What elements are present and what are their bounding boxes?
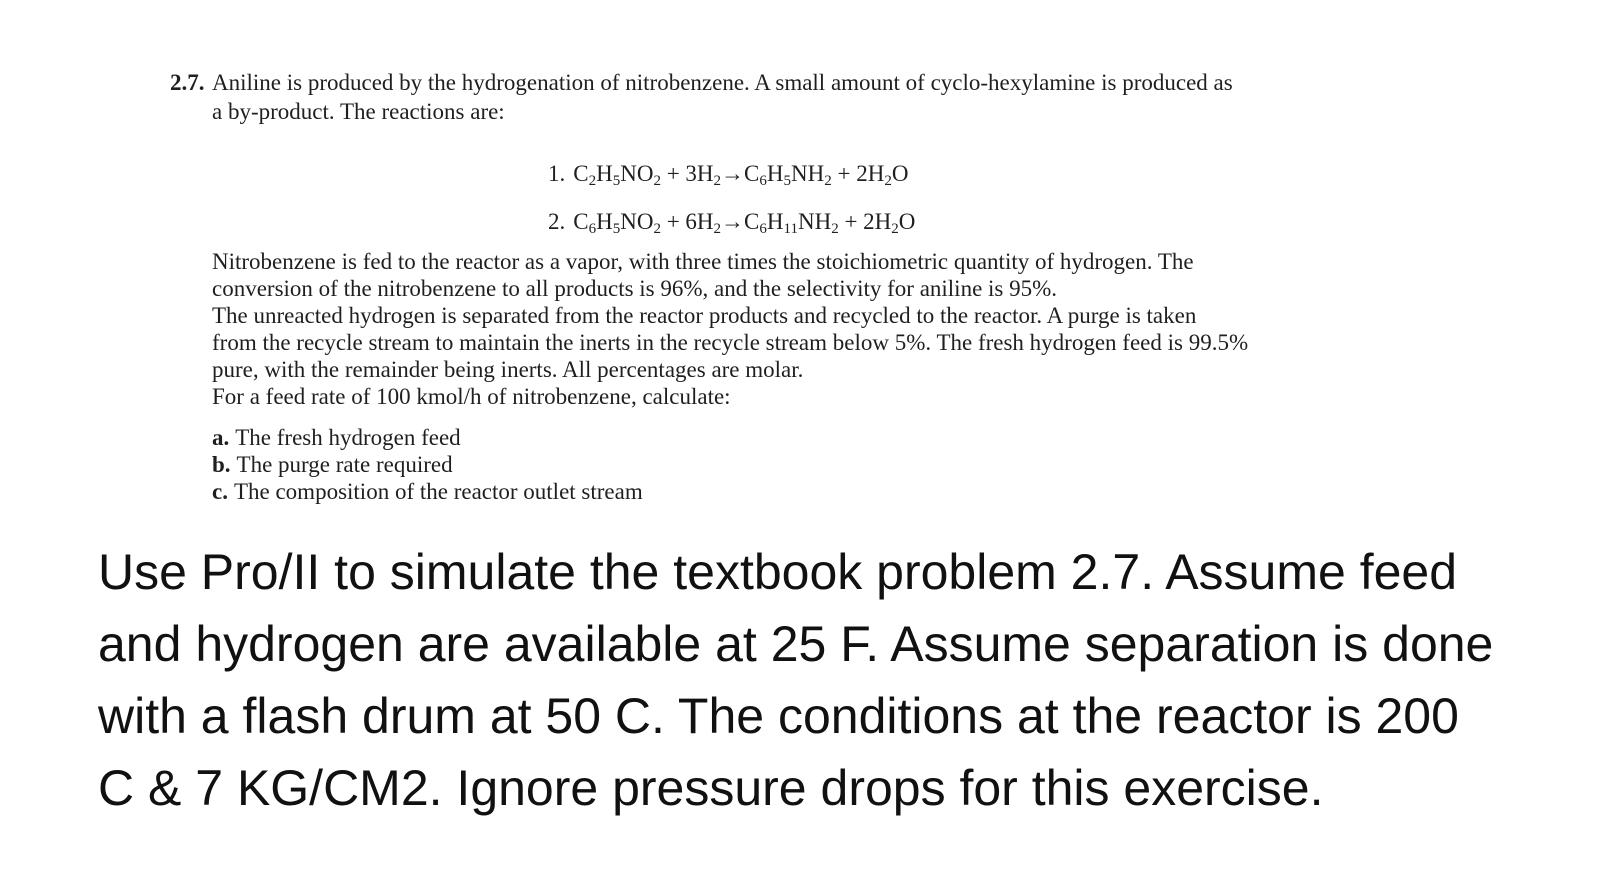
question-item-a <box>212 424 643 451</box>
paragraph-line: from the recycle stream to maintain the inerts in the recycle stream below 5%. The fresh hydrogen feed is 99.5% <box>212 330 1249 355</box>
instruction-line: C & 7 KG/CM2. Ignore pressure drops for this exercise. <box>98 760 1324 816</box>
formula-part: →C <box>721 161 760 186</box>
formula-part: NH <box>791 161 825 186</box>
problem-intro-line-1 <box>170 68 1370 97</box>
reaction-2 <box>548 198 915 246</box>
subscript: 11 <box>783 221 798 237</box>
formula-part: H <box>766 161 784 186</box>
subscript: 5 <box>612 173 621 189</box>
item-letter: b. <box>212 452 231 477</box>
paragraph-line: conversion of the nitrobenzene to all products is 96%, and the selectivity for aniline is 95%. <box>212 276 1058 301</box>
subscript: 5 <box>612 221 621 237</box>
subscript: 6 <box>759 173 767 189</box>
formula-part: H <box>766 209 784 234</box>
formula-part: C <box>573 161 589 186</box>
subscript: 2 <box>891 221 899 237</box>
subscript: 2 <box>884 173 892 189</box>
intro-text-1: Aniline is produced by the hydrogenation of nitrobenzene. A small amount of cyclo-hexylamine is produced as <box>212 70 1233 95</box>
instruction-line: with a flash drum at 50 C. The conditions at the reactor is 200 <box>98 688 1459 744</box>
formula-part: + 2H <box>831 161 885 186</box>
item-letter: c. <box>212 479 228 504</box>
subscript: 2 <box>831 221 839 237</box>
reaction-1 <box>548 150 915 198</box>
formula-part: →C <box>721 209 760 234</box>
assignment-instructions <box>98 536 1568 824</box>
problem-paragraph <box>212 248 1342 410</box>
question-item-c <box>212 478 643 505</box>
subscript: 2 <box>713 221 722 237</box>
subscript: 6 <box>759 221 767 237</box>
reaction-equations <box>548 150 915 246</box>
subscript: 2 <box>588 173 597 189</box>
subscript: 2 <box>653 221 661 237</box>
formula-part: O <box>891 161 909 186</box>
formula-part: + 3H <box>660 161 714 186</box>
formula-part: H <box>596 161 613 186</box>
paragraph-line: The unreacted hydrogen is separated from the reactor products and recycled to the reactor. A purge is taken <box>212 303 1197 328</box>
formula-part: H <box>596 209 613 234</box>
paragraph-line: Nitrobenzene is fed to the reactor as a vapor, with three times the stoichiometric quantity of hydrogen. The <box>212 249 1194 274</box>
formula-part: C <box>573 209 589 234</box>
question-item-b <box>212 451 643 478</box>
paragraph-line: pure, with the remainder being inerts. All percentages are molar. <box>212 357 804 382</box>
formula-part: NO <box>620 209 654 234</box>
question-list <box>212 424 643 505</box>
problem-intro-line-2: a by-product. The reactions are: <box>212 99 505 124</box>
paragraph-line: For a feed rate of 100 kmol/h of nitrobenzene, calculate: <box>212 384 731 409</box>
problem-header <box>170 68 1370 126</box>
formula-part: NH <box>797 209 832 234</box>
formula-part: + 6H <box>660 209 714 234</box>
instruction-line: and hydrogen are available at 25 F. Assume separation is done <box>98 616 1494 672</box>
formula-part: + 2H <box>838 209 892 234</box>
formula-part: O <box>898 209 916 234</box>
item-letter: a. <box>212 425 230 450</box>
instruction-line: Use Pro/II to simulate the textbook problem 2.7. Assume feed <box>98 544 1458 600</box>
subscript: 6 <box>588 221 597 237</box>
reaction-number: 2. <box>548 209 566 234</box>
subscript: 5 <box>783 173 792 189</box>
formula-part: NO <box>620 161 654 186</box>
item-text: The fresh hydrogen feed <box>235 425 461 450</box>
problem-number: 2.7. <box>170 70 205 95</box>
subscript: 2 <box>713 173 722 189</box>
reaction-number: 1. <box>548 161 566 186</box>
subscript: 2 <box>653 173 661 189</box>
subscript: 2 <box>824 173 832 189</box>
item-text: The purge rate required <box>236 452 453 477</box>
item-text: The composition of the reactor outlet stream <box>233 479 643 504</box>
